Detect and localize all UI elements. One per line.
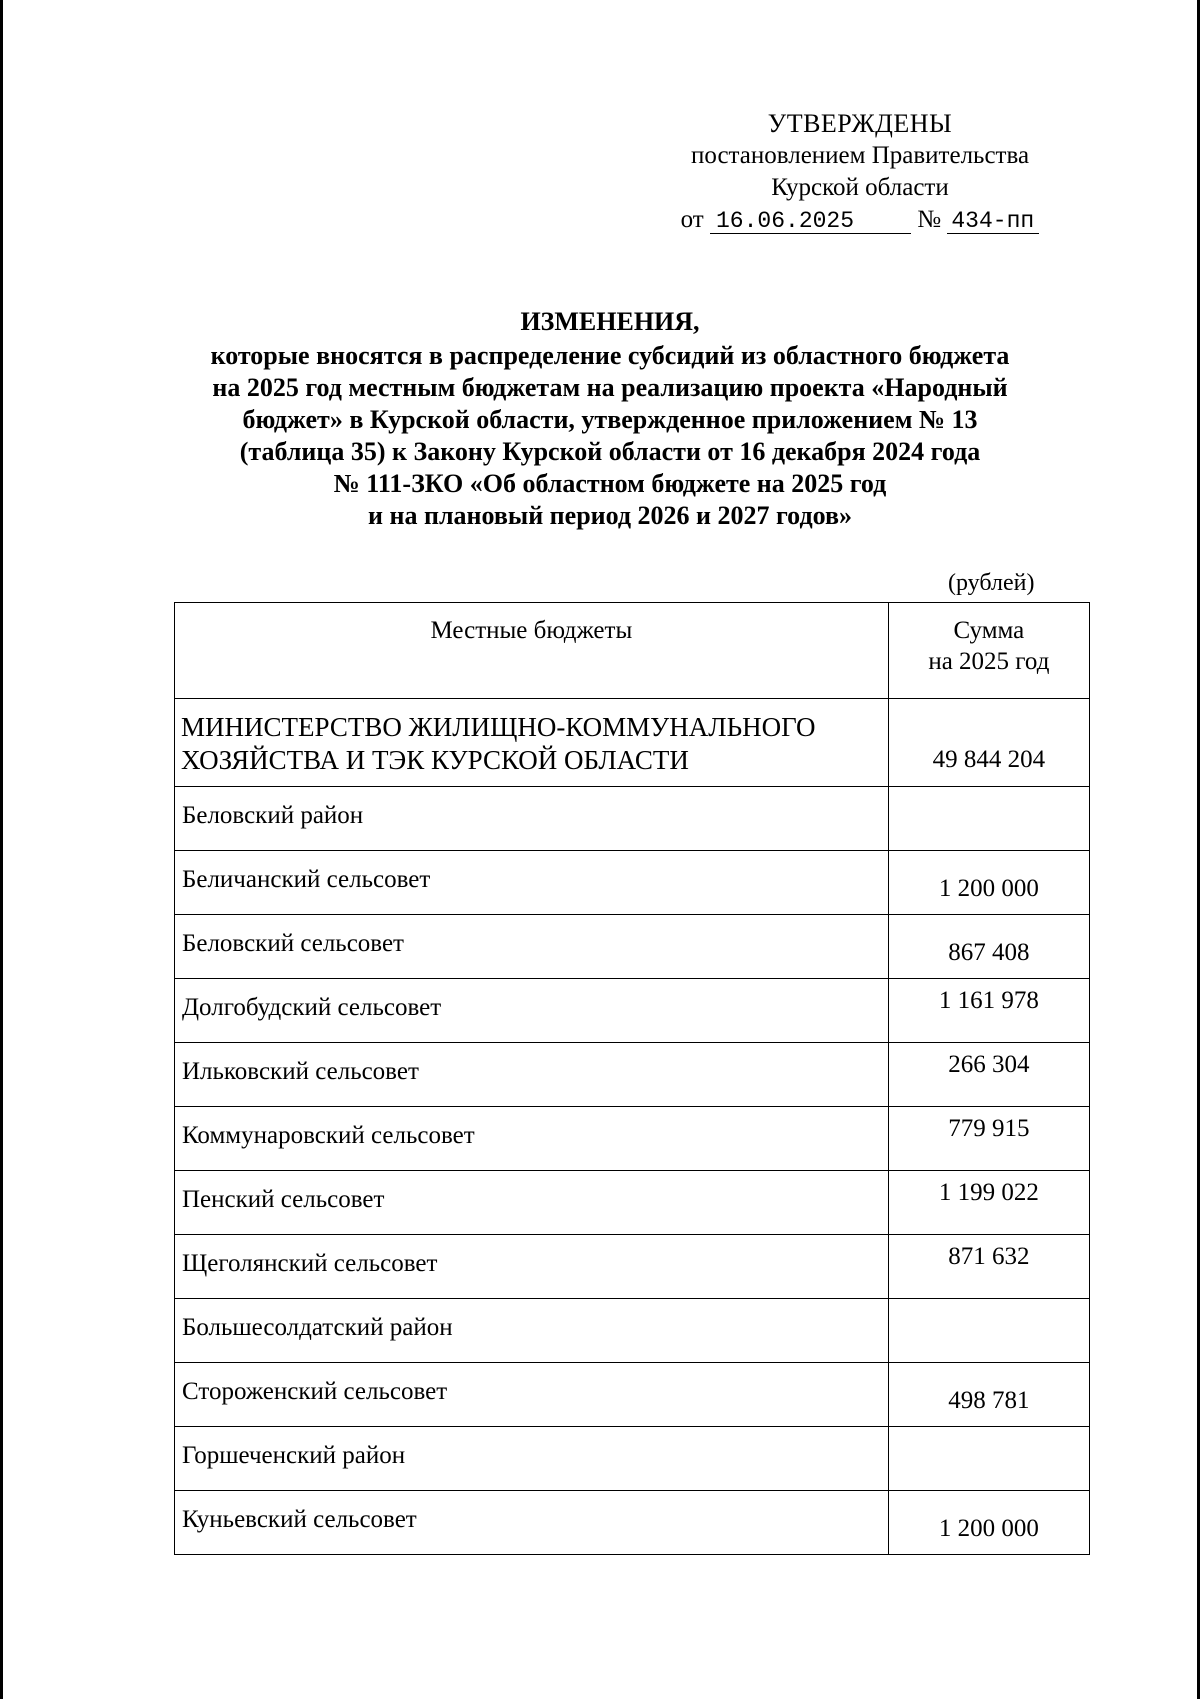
approval-date: 16.06.2025 [710, 209, 911, 234]
row-sum: 1 200 000 [888, 1491, 1089, 1555]
table-header-row [175, 603, 1090, 699]
row-sum: 1 199 022 [888, 1171, 1089, 1235]
row-sum: 498 781 [888, 1363, 1089, 1427]
subtitle-line: (таблица 35) к Закону Курской области от 16 декабря 2024 года [239, 437, 981, 466]
row-sum: 779 915 [888, 1107, 1089, 1171]
approval-date-line [640, 204, 1080, 236]
row-name: Долгобудский сельсовет [175, 979, 889, 1043]
approval-line-1: постановлением Правительства [690, 142, 1030, 169]
subtitle-line: которые вносятся в распределение субсидий из областного бюджета [210, 341, 1010, 370]
row-name: Стороженский сельсовет [175, 1363, 889, 1427]
ministry-sum: 49 844 204 [888, 699, 1089, 787]
subtitle-line: и на плановый период 2026 и 2027 годов» [368, 501, 852, 530]
document-title-block [150, 306, 1070, 532]
table-row [175, 915, 1090, 979]
ministry-name-line-2: ХОЗЯЙСТВА И ТЭК КУРСКОЙ ОБЛАСТИ [181, 745, 689, 775]
page-border-left [0, 0, 3, 1699]
row-sum: 871 632 [888, 1235, 1089, 1299]
approval-block [640, 108, 1080, 236]
document-title: ИЗМЕНЕНИЯ, [520, 307, 700, 336]
row-sum [888, 1299, 1089, 1363]
row-name: Большесолдатский район [175, 1299, 889, 1363]
row-name: Ильковский сельсовет [175, 1043, 889, 1107]
ministry-name-line-1: МИНИСТЕРСТВО ЖИЛИЩНО-КОММУНАЛЬНОГО [181, 712, 816, 742]
row-name: Горшеченский район [175, 1427, 889, 1491]
row-sum [888, 787, 1089, 851]
header-sum-line-1: Сумма [953, 617, 1025, 644]
table-row [175, 1491, 1090, 1555]
row-name: Беловский район [175, 787, 889, 851]
row-sum: 1 200 000 [888, 851, 1089, 915]
row-name: Куньевский сельсовет [175, 1491, 889, 1555]
ministry-name [175, 699, 889, 787]
header-sum [888, 603, 1089, 699]
row-sum: 867 408 [888, 915, 1089, 979]
row-sum: 1 161 978 [888, 979, 1089, 1043]
row-name: Коммунаровский сельсовет [175, 1107, 889, 1171]
table-row [175, 851, 1090, 915]
number-prefix: № [917, 206, 942, 233]
subtitle-line: на 2025 год местным бюджетам на реализацию проекта «Народный [212, 373, 1008, 402]
table-row [175, 979, 1090, 1043]
table-row [175, 1235, 1090, 1299]
approval-number: 434-пп [947, 209, 1039, 234]
unit-label: (рублей) [948, 570, 1035, 596]
row-name: Пенский сельсовет [175, 1171, 889, 1235]
approval-line-2: Курской области [771, 174, 949, 201]
row-sum: 266 304 [888, 1043, 1089, 1107]
table-row [175, 1427, 1090, 1491]
subtitle-line: бюджет» в Курской области, утвержденное приложением № 13 [242, 405, 978, 434]
header-sum-line-2: на 2025 год [928, 648, 1050, 675]
table-row [175, 787, 1090, 851]
approval-title: УТВЕРЖДЕНЫ [767, 109, 953, 138]
table-row [175, 1043, 1090, 1107]
table-row [175, 1171, 1090, 1235]
table-row [175, 1299, 1090, 1363]
row-name: Беличанский сельсовет [175, 851, 889, 915]
table-row [175, 1363, 1090, 1427]
row-name: Щеголянский сельсовет [175, 1235, 889, 1299]
date-prefix: от [680, 206, 704, 233]
table-row-ministry [175, 699, 1090, 787]
row-sum [888, 1427, 1089, 1491]
subtitle-line: № 111-ЗКО «Об областном бюджете на 2025 год [333, 469, 887, 498]
header-local-budgets: Местные бюджеты [175, 603, 889, 699]
row-name: Беловский сельсовет [175, 915, 889, 979]
subsidy-table [174, 602, 1090, 1555]
table-row [175, 1107, 1090, 1171]
